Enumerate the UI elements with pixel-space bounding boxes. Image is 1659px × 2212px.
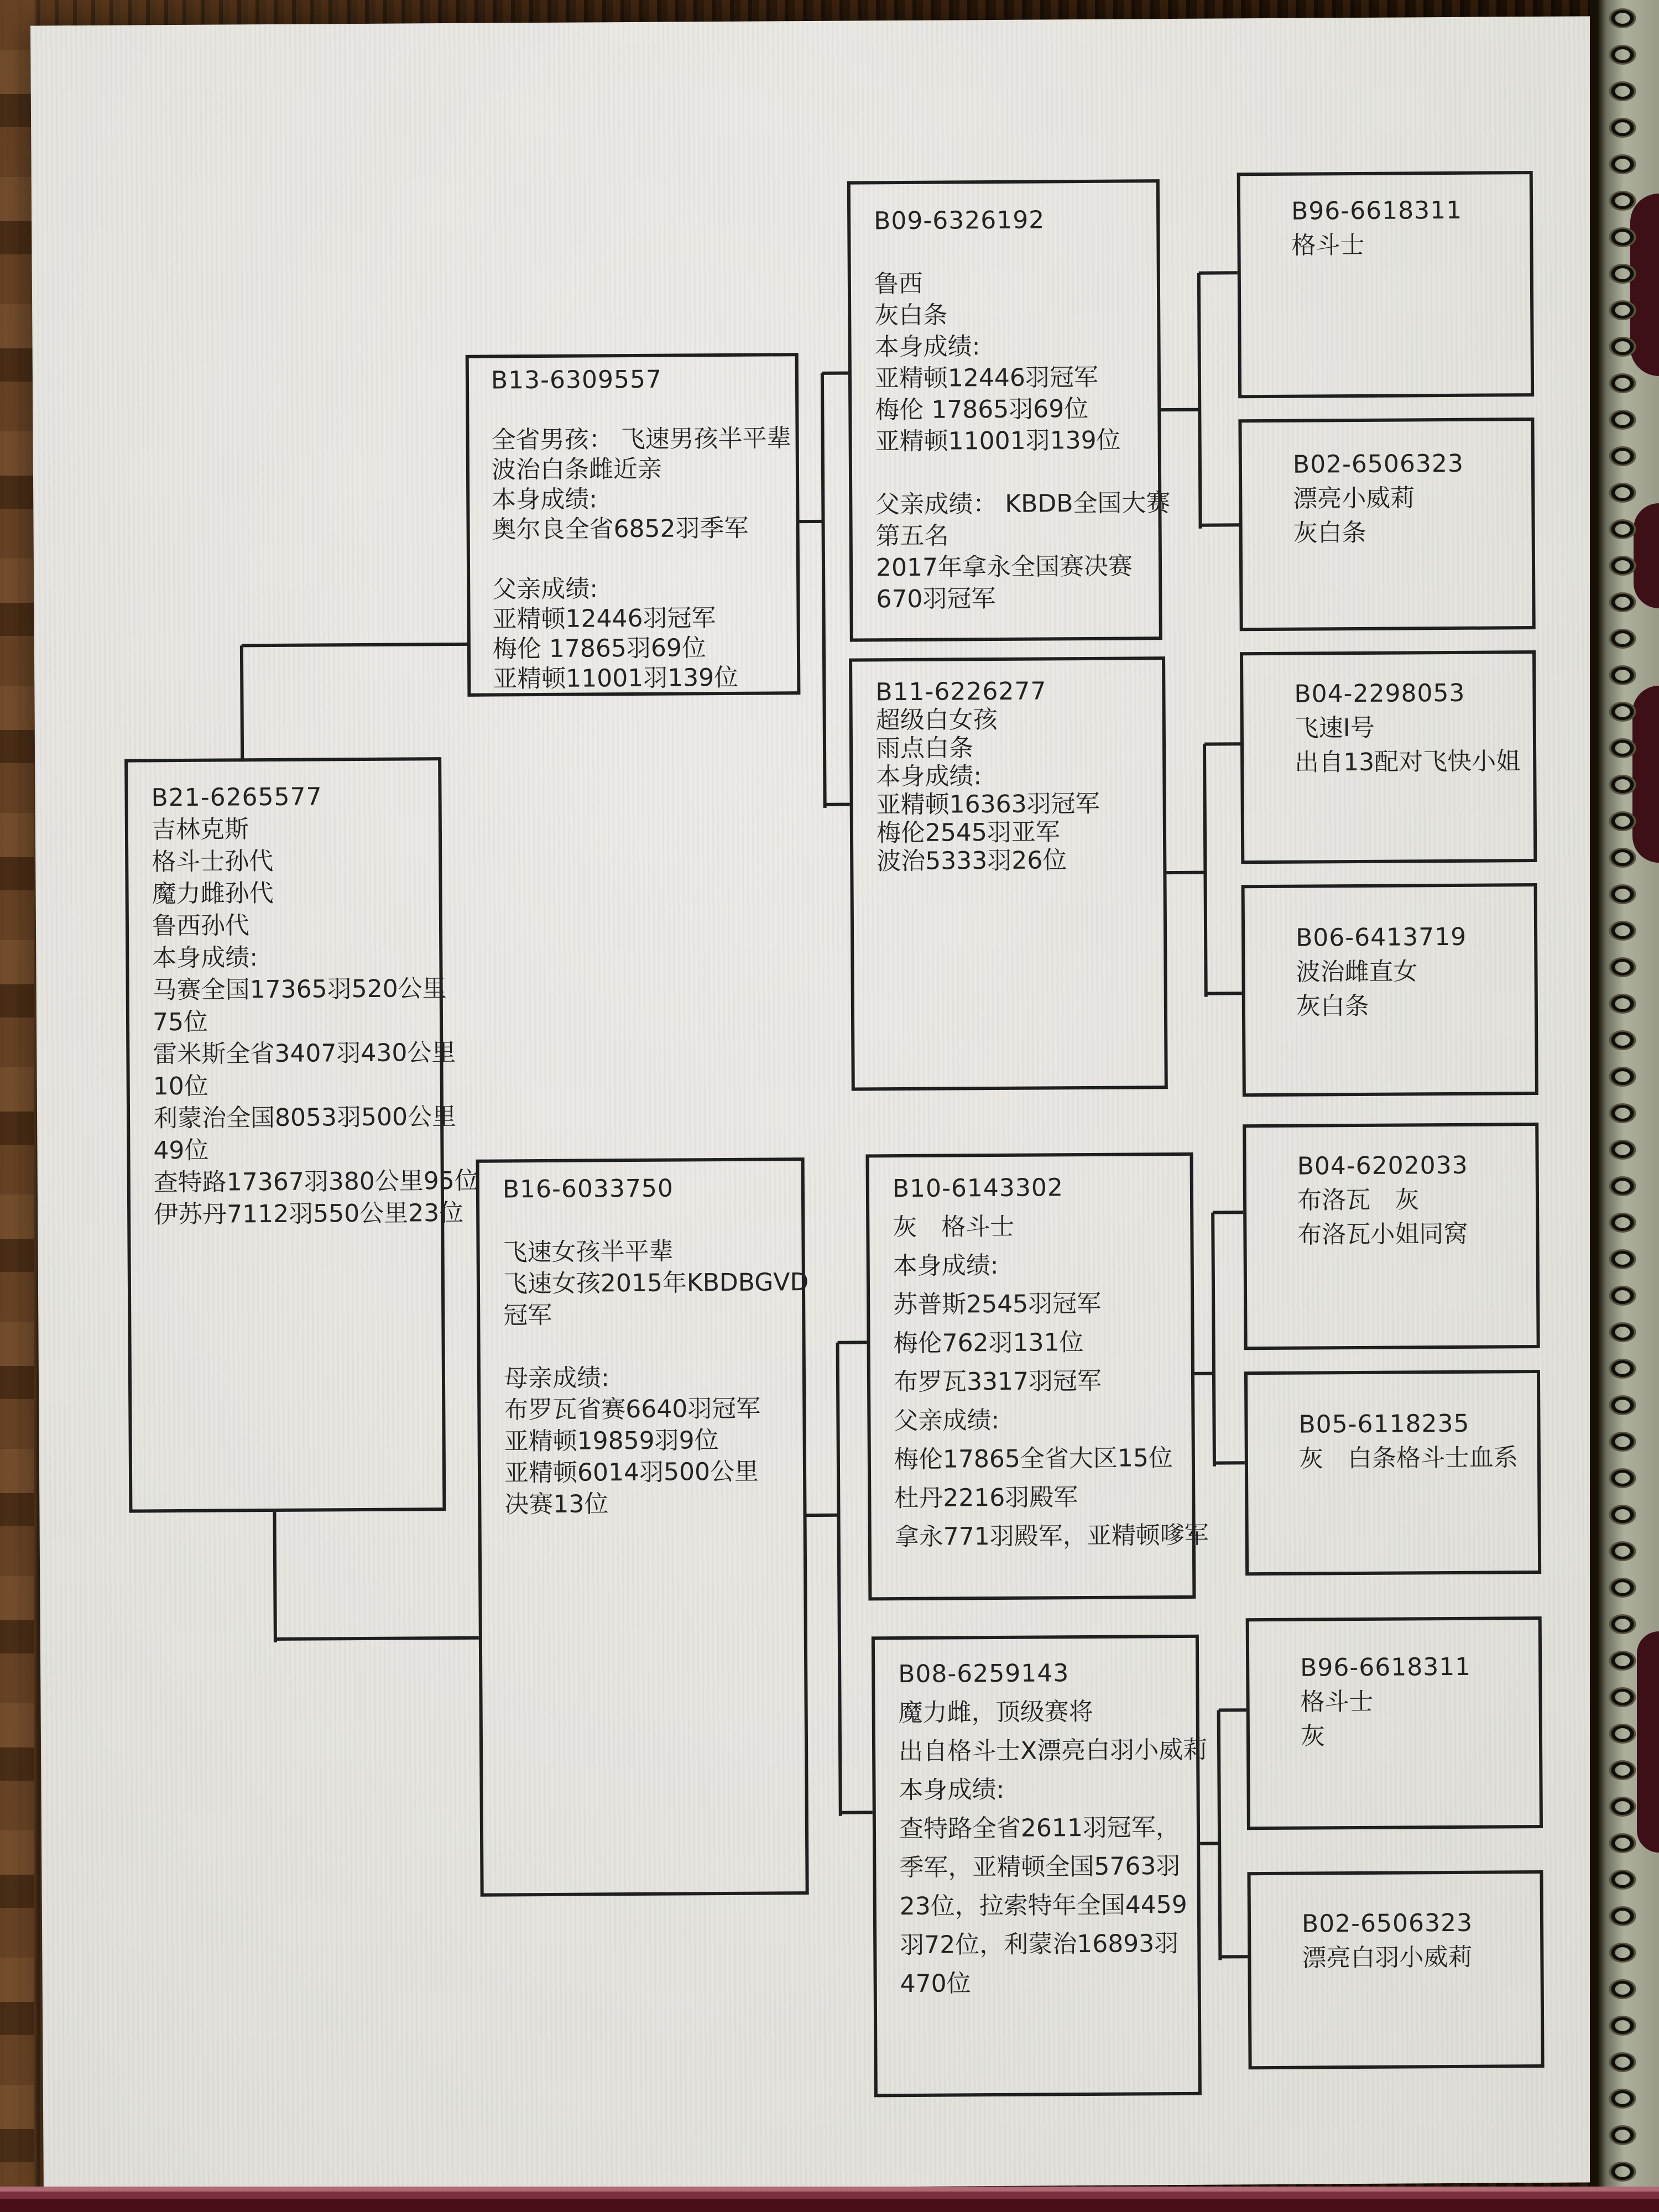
pedigree-box-b21-6265577 bbox=[124, 757, 479, 1512]
pedigree-box-b09-6326192 bbox=[847, 179, 1171, 641]
pedigree-box-b16-6033750 bbox=[476, 1157, 809, 1897]
pedigree-connector-line bbox=[806, 1514, 838, 1517]
pedigree-text-line: 吉林克斯 bbox=[151, 815, 249, 844]
pedigree-text-line: 母亲成绩: bbox=[503, 1364, 609, 1393]
pedigree-text-line: 拿永771羽殿军，亚精顿嗲军 bbox=[894, 1521, 1209, 1552]
ring-number: B96-6618311 bbox=[1291, 196, 1463, 226]
pedigree-text-line: 雨点白条 bbox=[875, 734, 974, 763]
ring-number: B13-6309557 bbox=[491, 365, 662, 395]
pedigree-box-b02-6506323 bbox=[1247, 1870, 1544, 2069]
pedigree-text-line: 父亲成绩： KBDB全国大赛 bbox=[875, 489, 1171, 519]
pedigree-text-line: 亚精顿16363羽冠军 bbox=[876, 789, 1100, 820]
pedigree-connector-line bbox=[1204, 742, 1240, 745]
pedigree-text-line: 查特路17367羽380公里95位 bbox=[153, 1166, 479, 1197]
ring-number: B16-6033750 bbox=[502, 1174, 674, 1204]
pedigree-text-line: 灰白条 bbox=[1293, 518, 1366, 547]
pedigree-text-line: 伊苏丹7112羽550公里23位 bbox=[154, 1198, 464, 1229]
pedigree-text-line: 布洛瓦小姐同窝 bbox=[1297, 1219, 1468, 1249]
pedigree-text-line: 季军，亚精顿全国5763羽 bbox=[899, 1851, 1181, 1882]
pedigree-text-line: 梅伦 17865羽69位 bbox=[492, 634, 707, 664]
pedigree-text-line: 本身成绩: bbox=[899, 1775, 1005, 1805]
pedigree-text-line: 飞速I号 bbox=[1294, 713, 1375, 743]
pedigree-text-line: 灰 格斗士 bbox=[893, 1212, 1015, 1242]
ring-number: B08-6259143 bbox=[898, 1659, 1070, 1689]
pedigree-text-line: 灰白条 bbox=[874, 301, 948, 330]
spiral-binding-coil bbox=[1596, 0, 1649, 2212]
pedigree-text-line: 魔力雌孙代 bbox=[152, 879, 274, 909]
pedigree-connector-line bbox=[242, 643, 467, 647]
pedigree-text-line: 10位 bbox=[153, 1072, 208, 1101]
pedigree-connector-line bbox=[1211, 1213, 1216, 1467]
pedigree-connector-line bbox=[800, 520, 823, 523]
pedigree-connector-line bbox=[822, 372, 848, 375]
pedigree-text-line: 梅伦 17865羽69位 bbox=[875, 394, 1089, 425]
pedigree-connector-line bbox=[1217, 1710, 1222, 1960]
pedigree-connector-line bbox=[1166, 871, 1205, 874]
pedigree-text-line: 波治白条雌近亲 bbox=[491, 455, 662, 484]
pedigree-text-line: 灰 白条格斗士血系 bbox=[1298, 1443, 1519, 1473]
pedigree-text-line: 灰 bbox=[1300, 1722, 1326, 1751]
pedigree-box-b02-6506323 bbox=[1238, 418, 1535, 631]
pedigree-text-line: 本身成绩: bbox=[893, 1251, 999, 1281]
pedigree-text-line: 格斗士 bbox=[1291, 231, 1365, 260]
pedigree-text-line: 23位，拉索特年全国4459 bbox=[899, 1890, 1187, 1921]
pedigree-connector-line bbox=[1194, 1372, 1214, 1375]
pedigree-text-line: 漂亮小威莉 bbox=[1293, 484, 1415, 513]
pedigree-text-line bbox=[491, 394, 790, 425]
pedigree-text-line: 梅伦2545羽亚军 bbox=[876, 818, 1061, 848]
pedigree-text-line: 布洛瓦 灰 bbox=[1297, 1186, 1420, 1215]
pedigree-text-line: 亚精顿11001羽139位 bbox=[875, 426, 1121, 456]
pedigree-text-line bbox=[874, 235, 1151, 268]
pedigree-text-line: 格斗士 bbox=[1300, 1687, 1374, 1717]
pedigree-text-line: 波治雌直女 bbox=[1296, 957, 1418, 987]
ring-number: B10-6143302 bbox=[892, 1173, 1064, 1203]
pedigree-text-line: 470位 bbox=[900, 1969, 971, 1999]
pedigree-text-line: 出自格斗士X漂亮白羽小威莉 bbox=[898, 1735, 1208, 1766]
pedigree-text-line: 梅伦17865全省大区15位 bbox=[894, 1444, 1173, 1474]
pedigree-text-line: 本身成绩: bbox=[152, 943, 258, 973]
ring-number: B96-6618311 bbox=[1300, 1652, 1472, 1682]
pedigree-text-line: 亚精顿12446羽冠军 bbox=[874, 363, 1099, 393]
pedigree-connector-line bbox=[1203, 744, 1208, 997]
ring-number: B09-6326192 bbox=[874, 206, 1045, 236]
wood-table-left-edge bbox=[0, 0, 34, 2212]
pedigree-box-b10-6143302 bbox=[866, 1152, 1209, 1601]
pedigree-text-line bbox=[875, 456, 1152, 489]
pedigree-text-line: 亚精顿11001羽139位 bbox=[493, 663, 739, 693]
pedigree-text-line: 亚精顿6014羽500公里 bbox=[504, 1457, 759, 1488]
pedigree-text-line: 布罗瓦省赛6640羽冠军 bbox=[504, 1394, 761, 1425]
pedigree-text-line: 利蒙治全国8053羽500公里 bbox=[153, 1102, 457, 1133]
ring-number: B05-6118235 bbox=[1298, 1409, 1470, 1439]
pedigree-box-b96-6618311 bbox=[1237, 171, 1534, 398]
pedigree-box-b08-6259143 bbox=[872, 1635, 1208, 2098]
pedigree-connector-line bbox=[1197, 273, 1202, 529]
pedigree-paper-sheet bbox=[30, 16, 1606, 2192]
pedigree-text-line: 2017年拿永全国赛决赛 bbox=[875, 552, 1133, 582]
pedigree-connector-line bbox=[1214, 1461, 1245, 1464]
ring-number: B04-6202033 bbox=[1297, 1151, 1468, 1181]
pedigree-connector-line bbox=[1219, 1708, 1246, 1712]
pedigree-text-line: 奥尔良全省6852羽季军 bbox=[492, 514, 749, 544]
pedigree-text-line: 查特路全省2611羽冠军， bbox=[899, 1813, 1181, 1844]
pedigree-connector-line bbox=[1199, 271, 1238, 274]
ring-number: B21-6265577 bbox=[151, 782, 322, 812]
pedigree-text-line: 本身成绩: bbox=[492, 485, 598, 514]
pedigree-connector-line bbox=[1161, 408, 1199, 411]
pedigree-text-line bbox=[492, 543, 791, 575]
pedigree-box-b13-6309557 bbox=[466, 353, 801, 697]
pedigree-text-line: 本身成绩: bbox=[874, 332, 980, 362]
ring-number: B04-2298053 bbox=[1294, 679, 1465, 708]
pedigree-text-line: 梅伦762羽131位 bbox=[893, 1328, 1084, 1358]
pedigree-connector-line bbox=[836, 1343, 842, 1816]
pedigree-text-line: 鲁西孙代 bbox=[152, 911, 250, 941]
pedigree-text-line: 父亲成绩: bbox=[894, 1406, 1000, 1436]
pedigree-text-line: 父亲成绩: bbox=[492, 575, 598, 604]
pedigree-connector-line bbox=[273, 1512, 276, 1642]
table-bottom-red-edge bbox=[0, 2187, 1659, 2212]
pedigree-text-line bbox=[503, 1203, 796, 1237]
pedigree-connector-line bbox=[1213, 1211, 1243, 1214]
pedigree-text-line: 杜丹2216羽殿军 bbox=[894, 1483, 1078, 1513]
pedigree-connector-line bbox=[1201, 523, 1239, 526]
pedigree-text-line: 飞速女孩半平辈 bbox=[503, 1237, 674, 1267]
pedigree-connector-line bbox=[841, 1811, 873, 1814]
pedigree-text-line: 格斗士孙代 bbox=[152, 847, 274, 877]
ring-number: B02-6506323 bbox=[1292, 449, 1464, 479]
pedigree-text-line: 全省男孩： 飞速男孩半平辈 bbox=[491, 424, 791, 455]
pedigree-text-line: 羽72位，利蒙治16893羽 bbox=[900, 1929, 1179, 1960]
pedigree-text-line: 魔力雌，顶级赛将 bbox=[898, 1697, 1093, 1728]
ring-number: B02-6506323 bbox=[1301, 1908, 1473, 1938]
pedigree-text-line: 冠军 bbox=[503, 1301, 552, 1330]
pedigree-text-line: 亚精顿12446羽冠军 bbox=[492, 604, 716, 634]
pedigree-box-b11-6226277 bbox=[849, 656, 1168, 1091]
pedigree-connector-line bbox=[825, 803, 850, 806]
ring-number: B06-6413719 bbox=[1295, 922, 1467, 952]
pedigree-text-line: 漂亮白羽小威莉 bbox=[1302, 1943, 1473, 1973]
pedigree-text-line bbox=[503, 1329, 796, 1363]
pedigree-text-line: 本身成绩: bbox=[876, 762, 982, 791]
pedigree-text-line: 鲁西 bbox=[874, 269, 924, 299]
pedigree-text-line: 灰白条 bbox=[1296, 992, 1370, 1021]
pedigree-text-line: 亚精顿19859羽9位 bbox=[504, 1426, 719, 1456]
pedigree-text-line: 第五名 bbox=[875, 521, 949, 551]
pedigree-connector-line bbox=[275, 1636, 479, 1641]
pedigree-text-line: 出自13配对飞快小姐 bbox=[1295, 747, 1521, 777]
pedigree-text-line: 超级白女孩 bbox=[875, 705, 998, 735]
ring-number: B11-6226277 bbox=[875, 677, 1047, 707]
pedigree-box-b04-2298053 bbox=[1240, 650, 1537, 864]
pedigree-text-line: 苏普斯2545羽冠军 bbox=[893, 1289, 1102, 1319]
pedigree-connector-line bbox=[1200, 1842, 1219, 1845]
pedigree-connector-line bbox=[821, 373, 827, 808]
pedigree-box-b06-6413719 bbox=[1241, 883, 1538, 1097]
pedigree-text-line: 马赛全国17365羽520公里 bbox=[152, 974, 447, 1005]
pedigree-connector-line bbox=[1220, 1955, 1248, 1958]
pedigree-connector-line bbox=[1206, 992, 1242, 995]
pedigree-text-line: 波治5333羽26位 bbox=[877, 846, 1067, 876]
pedigree-connector-line bbox=[838, 1340, 867, 1344]
pedigree-box-b96-6618311 bbox=[1246, 1616, 1543, 1830]
pedigree-text-line: 670羽冠军 bbox=[876, 584, 996, 614]
pedigree-text-line: 49位 bbox=[153, 1136, 209, 1165]
pedigree-box-b04-6202033 bbox=[1243, 1123, 1540, 1350]
pedigree-text-line: 布罗瓦3317羽冠军 bbox=[893, 1366, 1102, 1397]
pedigree-text-line: 飞速女孩2015年KBDBGVD bbox=[503, 1268, 809, 1298]
pedigree-text-line: 75位 bbox=[152, 1008, 208, 1037]
pedigree-text-line: 雷米斯全省3407羽430公里 bbox=[153, 1038, 456, 1069]
pedigree-box-b05-6118235 bbox=[1244, 1370, 1541, 1575]
pedigree-text-line: 决赛13位 bbox=[504, 1490, 609, 1519]
pedigree-connector-line bbox=[240, 645, 244, 761]
